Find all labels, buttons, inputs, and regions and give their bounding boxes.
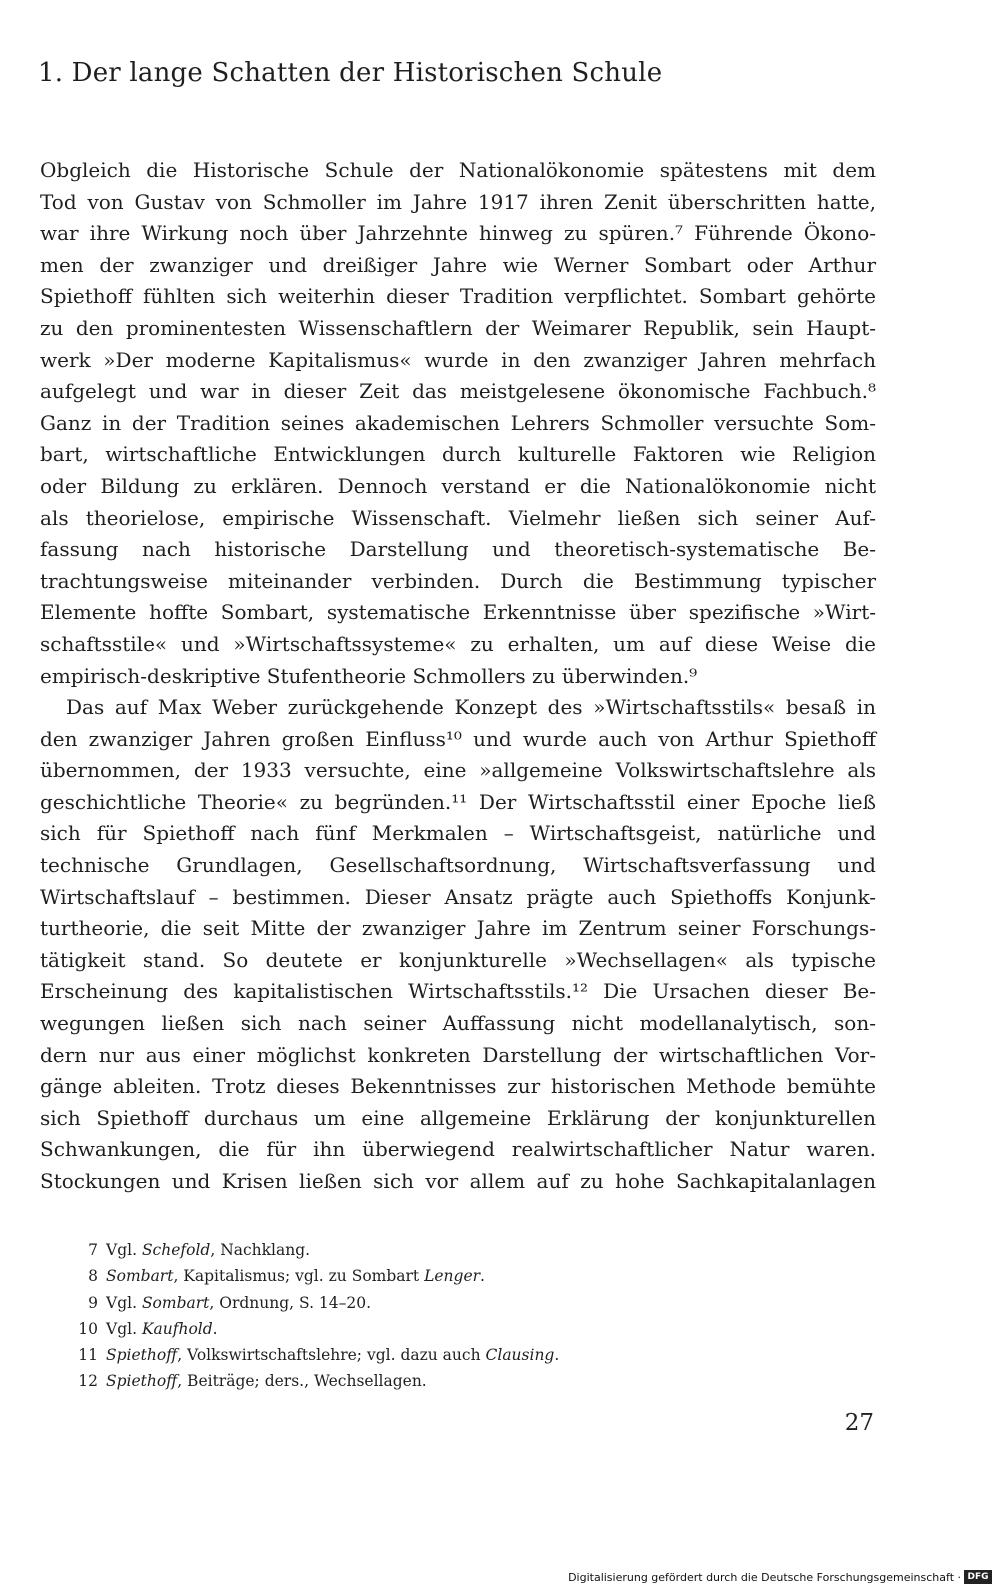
footnote-text: , Volkswirtschaftslehre; vgl. dazu auch bbox=[177, 1346, 486, 1365]
dfg-logo: DFG bbox=[964, 1570, 992, 1584]
footnote-number: 12 bbox=[78, 1372, 98, 1391]
text-line: Stockungen und Krisen ließen sich vor allem auf zu hohe Sachkapitalanlagen bbox=[40, 1169, 876, 1193]
text-line: Obgleich die Historische Schule der Nationalökonomie spätestens mit dem bbox=[40, 158, 876, 182]
text-line: turtheorie, die seit Mitte der zwanziger Jahre im Zentrum seiner Forschungs- bbox=[40, 916, 876, 941]
footnote bbox=[58, 1237, 758, 1263]
text-line: schaftsstile« und »Wirtschaftssysteme« zu erhalten, um auf diese Weise die bbox=[40, 631, 876, 656]
footnote-author: Schefold bbox=[141, 1241, 211, 1259]
text-line: zu den prominentesten Wissenschaftlern der Weimarer Republik, sein Haupt- bbox=[40, 315, 876, 340]
text-line: war ihre Wirkung noch über Jahrzehnte hinweg zu spüren.⁷ Führende Ökono- bbox=[40, 221, 876, 246]
text-line: fassung nach historische Darstellung und theoretisch-systematische Be- bbox=[40, 537, 876, 562]
text-line: aufgelegt und war in dieser Zeit das meistgelesene ökonomische Fachbuch.⁸ bbox=[40, 379, 876, 404]
text-line: wegungen ließen sich nach seiner Auffassung nicht modellanalytisch, son- bbox=[40, 1011, 876, 1036]
text-line: trachtungsweise miteinander verbinden. Durch die Bestimmung typischer bbox=[40, 568, 876, 593]
text-line: werk »Der moderne Kapitalismus« wurde in den zwanziger Jahren mehrfach bbox=[40, 347, 876, 372]
footnote-author: Kaufhold bbox=[141, 1319, 213, 1338]
credit-text: Digitalisierung gefördert durch die Deutsche Forschungsgemeinschaft · bbox=[568, 1570, 961, 1584]
footnote-author: Sombart bbox=[141, 1293, 210, 1312]
page-number: 27 bbox=[844, 1410, 874, 1436]
text-line: Tod von Gustav von Schmoller im Jahre 1917 ihren Zenit überschritten hatte, bbox=[40, 189, 876, 214]
footnotes bbox=[58, 1237, 758, 1395]
footnote-text: , Nachklang. bbox=[210, 1241, 311, 1259]
footnote-author: Lenger bbox=[424, 1267, 481, 1286]
text-line: dern nur aus einer möglichst konkreten Darstellung der wirtschaftlichen Vor- bbox=[40, 1042, 876, 1067]
footnote-number: 11 bbox=[78, 1346, 98, 1365]
text-line: übernommen, der 1933 versuchte, eine »allgemeine Volkswirtschaftslehre als bbox=[40, 758, 876, 783]
footnote-author: Sombart bbox=[106, 1267, 174, 1286]
body-text bbox=[40, 155, 876, 1198]
footnote bbox=[58, 1316, 758, 1342]
section-heading: 1. Der lange Schatten der Historischen Schule bbox=[38, 58, 663, 88]
text-line: den zwanziger Jahren großen Einfluss¹⁰ und wurde auch von Arthur Spiethoff bbox=[40, 726, 876, 751]
footnote-text: . bbox=[554, 1346, 560, 1365]
text-line: technische Grundlagen, Gesellschaftsordnung, Wirtschaftsverfassung und bbox=[40, 853, 876, 878]
footnote-number: 9 bbox=[88, 1293, 98, 1312]
footnote-text: Vgl. bbox=[106, 1241, 142, 1259]
footnote-text: , Ordnung, S. 14–20. bbox=[209, 1293, 372, 1312]
text-line: Erscheinung des kapitalistischen Wirtschaftsstils.¹² Die Ursachen dieser Be- bbox=[40, 979, 876, 1004]
text-line: Ganz in der Tradition seines akademischen Lehrers Schmoller versuchte Som- bbox=[40, 410, 876, 435]
footnote-text: , Kapitalismus; vgl. zu Sombart bbox=[173, 1267, 425, 1286]
footnote bbox=[58, 1368, 758, 1394]
footnote-author: Spiethoff bbox=[106, 1346, 178, 1365]
text-line: bart, wirtschaftliche Entwicklungen durch kulturelle Faktoren wie Religion bbox=[40, 442, 876, 467]
text-line: men der zwanziger und dreißiger Jahre wie Werner Sombart oder Arthur bbox=[40, 252, 876, 277]
text-line: als theorielose, empirische Wissenschaft. Vielmehr ließen sich seiner Auf- bbox=[40, 505, 876, 530]
text-line: Wirtschaftslauf – bestimmen. Dieser Ansatz prägte auch Spiethoffs Konjunk- bbox=[40, 884, 876, 909]
text-line: empirisch-deskriptive Stufentheorie Schmollers zu überwinden.⁹ bbox=[40, 663, 698, 688]
footnote bbox=[58, 1290, 758, 1316]
footnote-author: Clausing bbox=[485, 1346, 555, 1365]
footnote-text: . bbox=[480, 1267, 485, 1286]
text-line: gänge ableiten. Trotz dieses Bekenntnisses zur historischen Methode bemühte bbox=[40, 1074, 876, 1099]
text-line: sich Spiethoff durchaus um eine allgemeine Erklärung der konjunkturellen bbox=[40, 1105, 876, 1130]
text-line: sich für Spiethoff nach fünf Merkmalen – Wirtschaftsgeist, natürliche und bbox=[40, 821, 876, 846]
footnote-text: . bbox=[212, 1319, 218, 1338]
footnote-author: Spiethoff bbox=[106, 1372, 178, 1391]
footnote-number: 10 bbox=[78, 1319, 98, 1338]
text-line: Schwankungen, die für ihn überwiegend realwirtschaftlicher Natur waren. bbox=[40, 1137, 876, 1162]
footnote bbox=[58, 1342, 758, 1368]
footnote-number: 8 bbox=[88, 1267, 98, 1286]
text-line: oder Bildung zu erklären. Dennoch verstand er die Nationalökonomie nicht bbox=[40, 473, 876, 498]
text-line: Elemente hoffte Sombart, systematische Erkenntnisse über spezifische »Wirt- bbox=[40, 600, 876, 625]
footnote-text: Vgl. bbox=[106, 1293, 142, 1312]
digitization-credit bbox=[568, 1570, 992, 1584]
text-line: geschichtliche Theorie« zu begründen.¹¹ Der Wirtschaftsstil einer Epoche ließ bbox=[40, 789, 876, 814]
text-line: tätigkeit stand. So deutete er konjunkturelle »Wechsellagen« als typische bbox=[40, 947, 876, 972]
footnote bbox=[58, 1263, 758, 1289]
footnote-text: , Beiträge; ders., Wechsellagen. bbox=[177, 1372, 427, 1391]
text-line: Spiethoff fühlten sich weiterhin dieser Tradition verpflichtet. Sombart gehörte bbox=[40, 284, 876, 309]
footnote-number: 7 bbox=[88, 1241, 98, 1259]
footnote-text: Vgl. bbox=[106, 1319, 142, 1338]
text-line: Das auf Max Weber zurückgehende Konzept des »Wirtschaftsstils« besaß in bbox=[66, 695, 876, 720]
